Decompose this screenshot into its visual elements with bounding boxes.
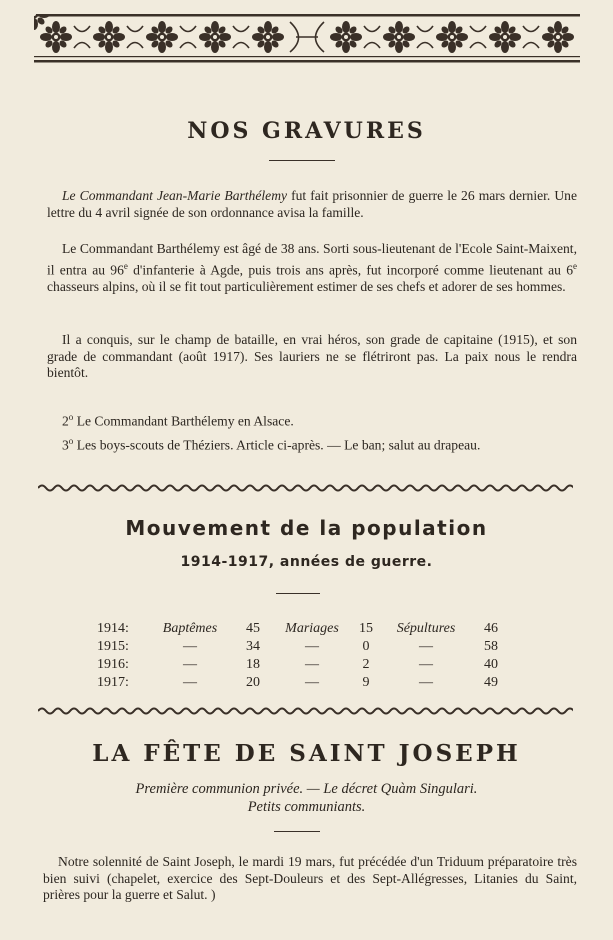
- fete-subtitle: [0, 780, 613, 816]
- item-text: Les boys-scouts de Théziers. Article ci-après. — Le ban; salut au drapeau.: [73, 437, 481, 453]
- list-item-3: [47, 433, 577, 454]
- table-row: [97, 620, 511, 638]
- floral-ornament-icon: [34, 14, 580, 64]
- item-text: Le Commandant Barthélemy en Alsace.: [73, 413, 294, 429]
- sepultures-count: 58: [484, 639, 498, 654]
- mariages-label: —: [305, 657, 319, 672]
- wavy-divider-icon: [38, 707, 573, 715]
- mariages-count: 15: [359, 621, 373, 636]
- mariages-count: 9: [362, 675, 370, 690]
- item-number: 2: [62, 413, 69, 429]
- baptemes-label: Baptêmes: [162, 621, 218, 636]
- title-divider: [274, 831, 320, 832]
- mariages-label: —: [305, 675, 319, 690]
- sepultures-count: 46: [484, 621, 498, 636]
- fete-subtitle-line1: Première communion privée. — Le décret Quàm Singulari.: [135, 781, 478, 797]
- baptemes-label: —: [183, 657, 197, 672]
- section-title-nos-gravures: NOS GRAVURES: [187, 118, 426, 144]
- mariages-label: —: [305, 639, 319, 654]
- paragraph-text: d'infanterie à Agde, puis trois ans après, fut incorporé comme lieutenant au 6: [127, 262, 573, 278]
- sepultures-label: —: [419, 675, 433, 690]
- paragraph-conquete: [47, 332, 577, 382]
- mariages-count: 0: [362, 639, 370, 654]
- baptemes-count: 34: [246, 639, 260, 654]
- commandant-name: Le Commandant Jean-Marie Barthélemy: [62, 188, 288, 203]
- baptemes-count: 18: [246, 657, 260, 672]
- mariages-label: Mariages: [285, 621, 339, 636]
- baptemes-count: 45: [246, 621, 260, 636]
- sepultures-count: 40: [484, 657, 498, 672]
- year-cell: 1917:: [97, 675, 129, 690]
- paragraph-text: Le Commandant Barthélemy est âgé de 38 ans. Sorti sous-lieutenant de l'Ecole Saint-Maixent, il entra au 96: [47, 241, 577, 278]
- title-divider: [276, 593, 320, 594]
- item-number: 3: [62, 437, 69, 453]
- superscript: o: [68, 412, 74, 422]
- paragraph-prisonnier: [47, 188, 577, 221]
- superscript: e: [123, 260, 128, 271]
- population-table: [97, 620, 511, 692]
- sepultures-label: —: [419, 639, 433, 654]
- floral-ornament-band: [34, 14, 580, 64]
- paragraph-text: fut fait prisonnier de guerre le 26 mars dernier. Une lettre du 4 avril signée de son ordonnance avisa la famille.: [47, 188, 577, 220]
- paragraph-biographie: [47, 241, 577, 295]
- sepultures-label: —: [419, 657, 433, 672]
- year-cell: 1916:: [97, 657, 129, 672]
- paragraph-text: Notre solennité de Saint Joseph, le mardi 19 mars, fut précédée d'un Triduum préparatoire très bien suivi (chapelet, exercice des Sept-Douleurs et des Sept-Allégresses, Litanies du Saint, prières pour la guerre et Salut. ): [43, 854, 577, 903]
- fete-subtitle-line2: Petits communiants.: [247, 799, 366, 815]
- superscript: e: [573, 260, 577, 271]
- paragraph-text: Il a conquis, sur le champ de bataille, en vrai héros, son grade de capitaine (1915), et son grade de commandant (août 1917). Ses lauriers ne se flétriront pas. La paix nous le rendra bientôt.: [47, 332, 577, 381]
- wavy-divider-icon: [38, 484, 573, 492]
- title-divider: [269, 160, 335, 161]
- year-cell: 1915:: [97, 639, 129, 654]
- table-row: [97, 674, 511, 692]
- list-item-2: [47, 409, 577, 430]
- section-title-mouvement: Mouvement de la population: [125, 516, 488, 540]
- paragraph-solennite: [43, 854, 577, 904]
- baptemes-label: —: [183, 639, 197, 654]
- paragraph-text: chasseurs alpins, où il se fit tout particulièrement estimer de ses chefs et adorer de ses hommes.: [47, 278, 566, 294]
- table-row: [97, 638, 511, 656]
- superscript: o: [68, 436, 74, 446]
- mariages-count: 2: [362, 657, 370, 672]
- baptemes-label: —: [183, 675, 197, 690]
- section-subtitle-mouvement: 1914-1917, années de guerre.: [180, 554, 433, 570]
- section-title-fete: LA FÊTE DE SAINT JOSEPH: [92, 740, 521, 767]
- sepultures-label: Sépultures: [396, 621, 456, 636]
- table-row: [97, 656, 511, 674]
- year-cell: 1914:: [97, 621, 129, 636]
- baptemes-count: 20: [246, 675, 260, 690]
- sepultures-count: 49: [484, 675, 498, 690]
